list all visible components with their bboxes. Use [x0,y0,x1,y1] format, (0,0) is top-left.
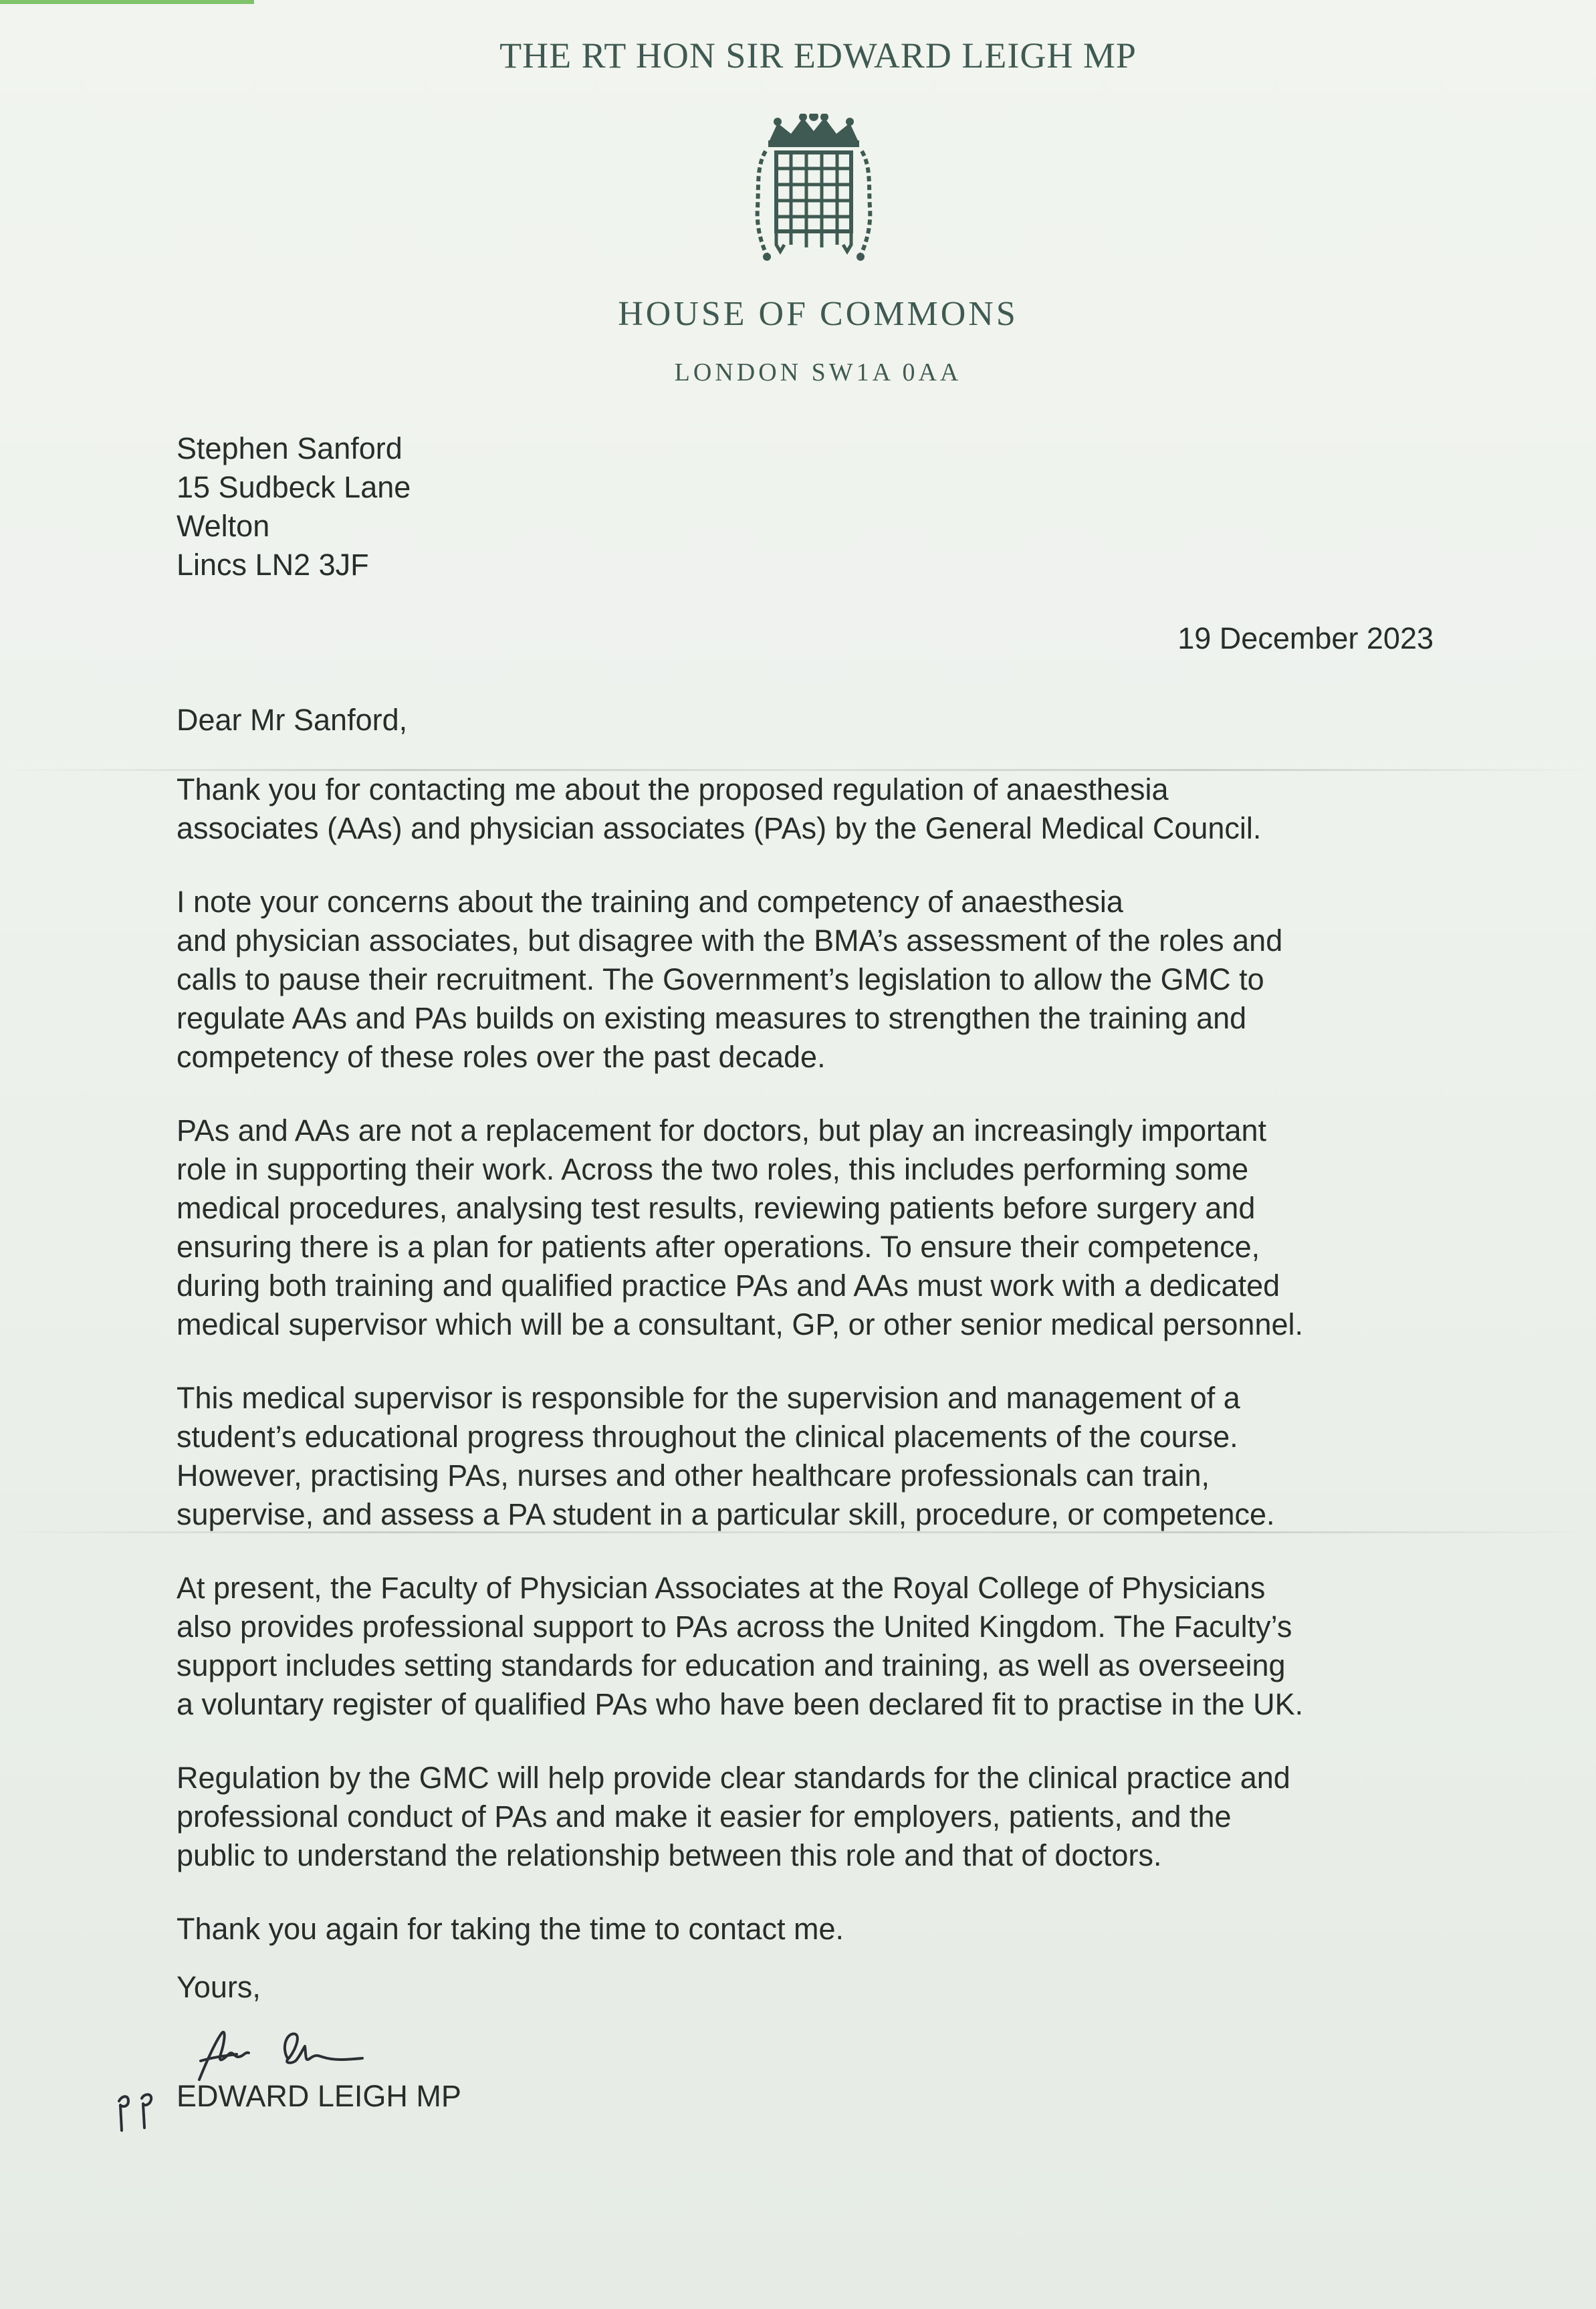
paragraph-line: However, practising PAs, nurses and other healthcare professionals can train, [177,1458,1210,1493]
paragraph-line: a voluntary register of qualified PAs who have been declared fit to practise in the UK. [177,1687,1304,1721]
letterhead-house: HOUSE OF COMMONS [618,295,1018,333]
paragraph [177,1379,1447,1534]
letter-body [177,770,1447,1983]
paragraph [177,1111,1447,1344]
paragraph-line: regulate AAs and PAs builds on existing measures to strengthen the training and [177,1001,1247,1035]
paragraph-line: Thank you for contacting me about the proposed regulation of anaesthesia [177,772,1169,806]
paragraph-line: and physician associates, but disagree with the BMA’s assessment of the roles and [177,923,1283,958]
recipient-street: 15 Sudbeck Lane [177,470,411,504]
handwritten-signature [187,2019,381,2086]
paragraph-line: public to understand the relationship between this role and that of doctors. [177,1838,1162,1872]
paragraph [177,1759,1447,1875]
paragraph-line: At present, the Faculty of Physician Associates at the Royal College of Physicians [177,1571,1266,1605]
pp-handwritten-mark [112,2086,166,2133]
paragraph-line: role in supporting their work. Across the two roles, this includes performing some [177,1152,1249,1186]
paragraph-line: Thank you again for taking the time to contact me. [177,1912,844,1946]
paragraph-line: competency of these roles over the past decade. [177,1040,826,1074]
paragraph-line: Regulation by the GMC will help provide clear standards for the clinical practice and [177,1761,1290,1795]
paragraph-line: This medical supervisor is responsible for the supervision and management of a [177,1381,1240,1415]
paragraph-line: ensuring there is a plan for patients after operations. To ensure their competence, [177,1230,1260,1264]
paragraph [177,883,1447,1077]
paragraph-line: medical procedures, analysing test results, reviewing patients before surgery and [177,1191,1256,1225]
paragraph-line: PAs and AAs are not a replacement for doctors, but play an increasingly important [177,1113,1267,1147]
paragraph-line: supervise, and assess a PA student in a particular skill, procedure, or competence. [177,1497,1275,1531]
paragraph-line: calls to pause their recruitment. The Government’s legislation to allow the GMC to [177,962,1264,996]
recipient-name: Stephen Sanford [177,431,403,465]
paragraph [177,1910,1447,1949]
letterhead-mp-title: THE RT HON SIR EDWARD LEIGH MP [499,35,1137,76]
paragraph-line: I note your concerns about the training and competency of anaesthesia [177,885,1123,919]
letter-date: 19 December 2023 [1177,621,1434,655]
portcullis-icon [750,114,878,262]
letterhead-address: LONDON SW1A 0AA [674,358,962,387]
paragraph-line: medical supervisor which will be a consultant, GP, or other senior medical personnel. [177,1307,1303,1341]
paragraph-line: professional conduct of PAs and make it easier for employers, patients, and the [177,1799,1232,1834]
signer-name: EDWARD LEIGH MP [177,2079,461,2113]
paragraph-line: support includes setting standards for education and training, as well as overseeing [177,1648,1286,1682]
paragraph-line: student’s educational progress throughout the clinical placements of the course. [177,1420,1238,1454]
recipient-address [177,429,411,584]
paragraph-line: during both training and qualified practice PAs and AAs must work with a dedicated [177,1269,1280,1303]
paragraph-line: associates (AAs) and physician associates (PAs) by the General Medical Council. [177,811,1262,845]
salutation: Dear Mr Sanford, [177,703,408,737]
closing: Yours, [177,1970,261,2004]
recipient-postcode: Lincs LN2 3JF [177,548,369,582]
paragraph [177,770,1447,848]
paragraph-line: also provides professional support to PAs across the United Kingdom. The Faculty’s [177,1610,1292,1644]
paragraph [177,1569,1447,1724]
recipient-town: Welton [177,509,270,543]
scan-edge-mark [0,0,254,4]
